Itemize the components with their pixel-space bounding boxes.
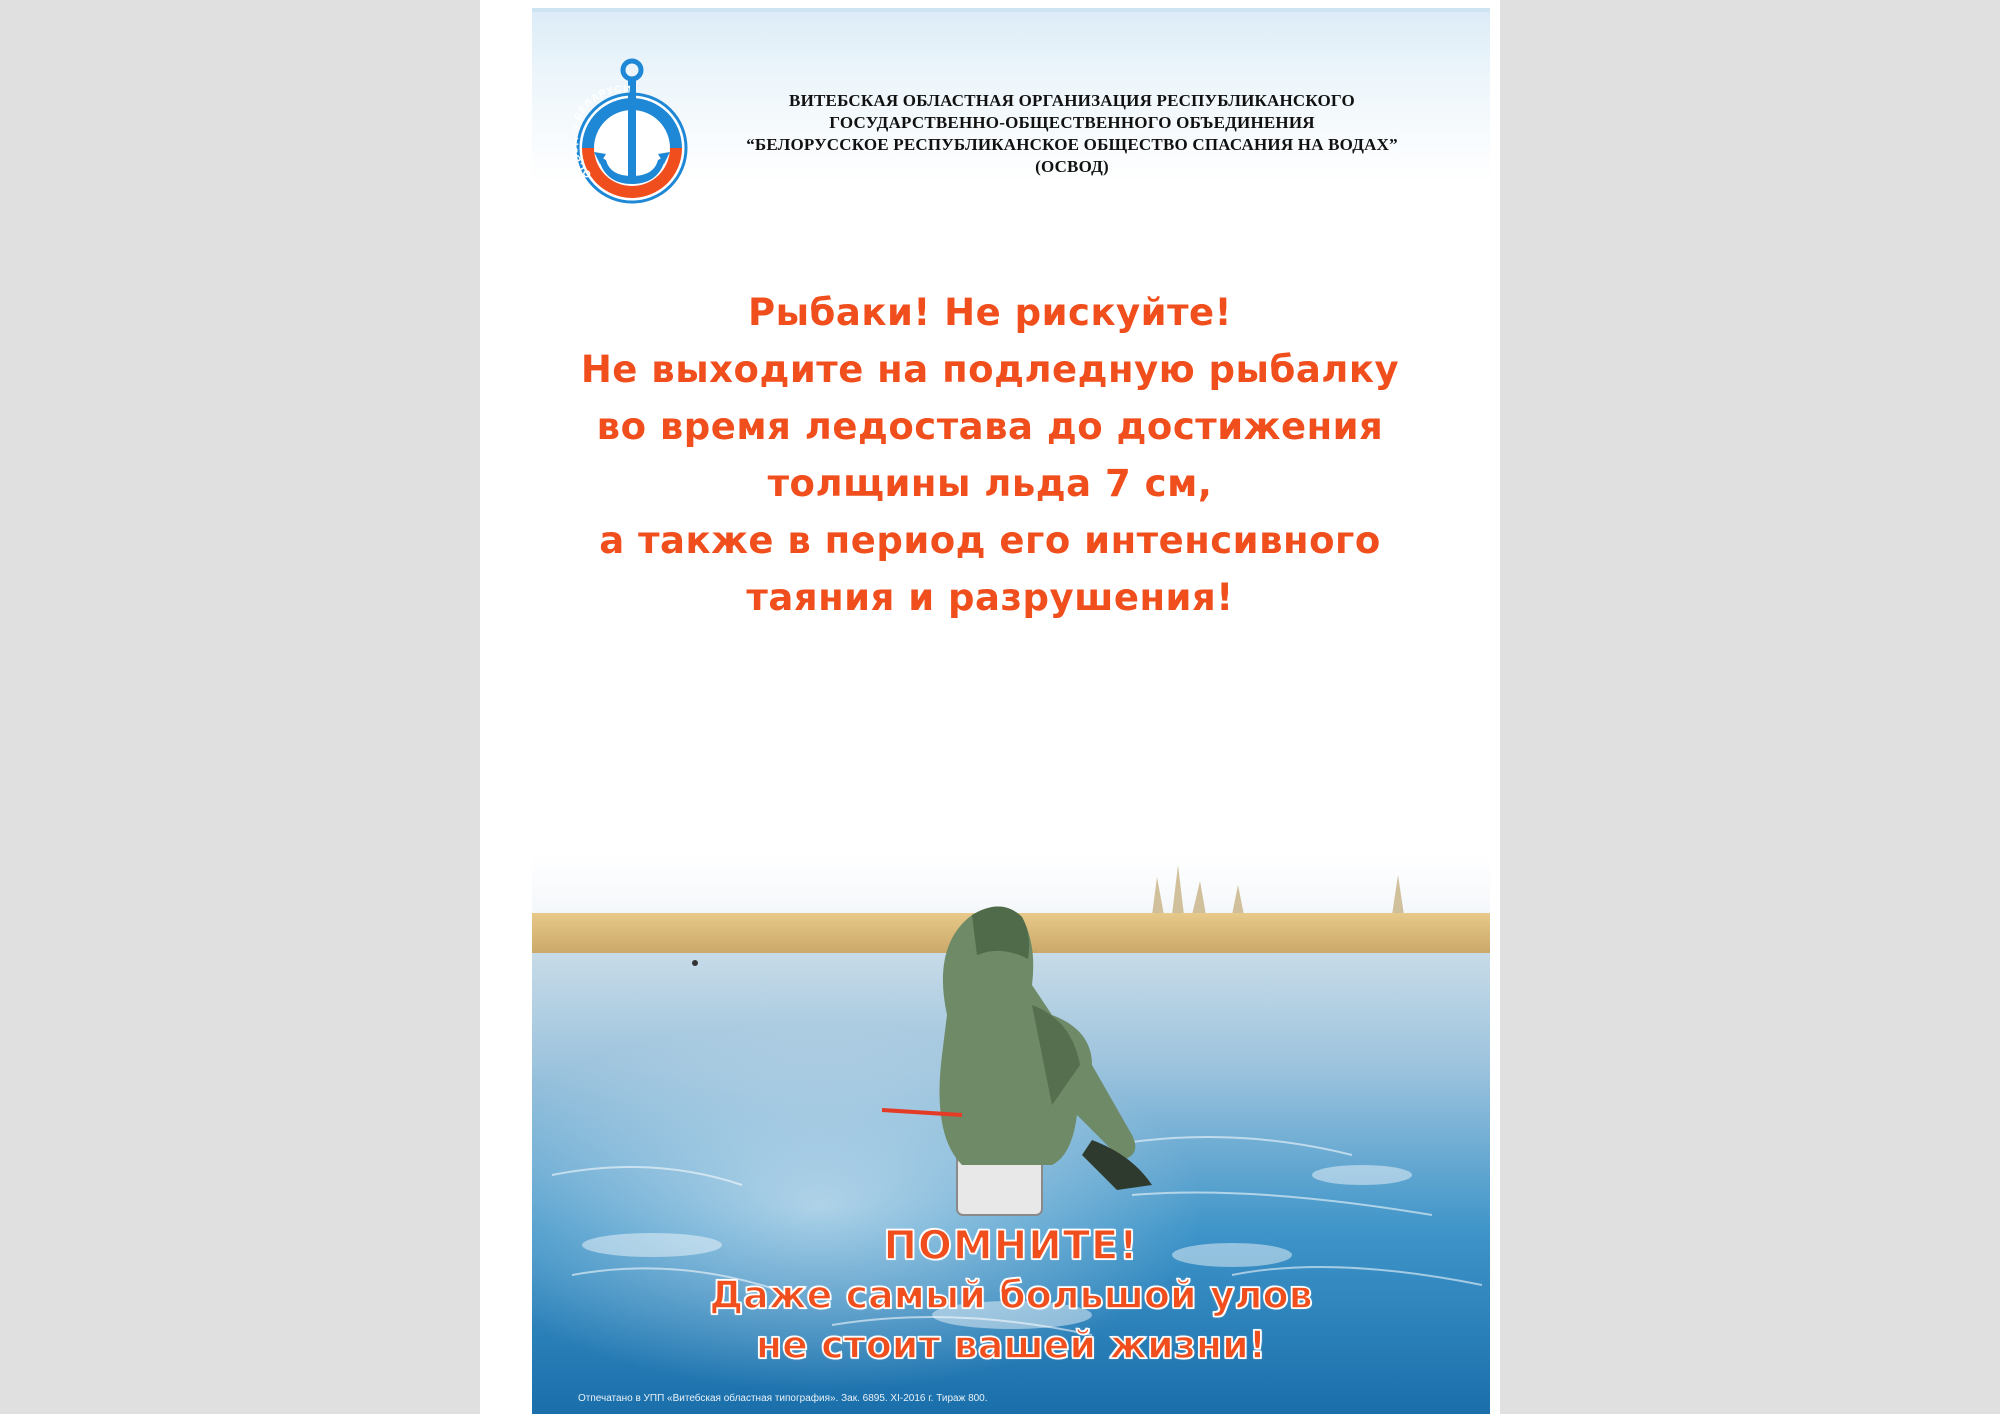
warning-line: толщины льда 7 см,	[767, 462, 1213, 505]
logo-ring-text: ОС ЕЛАРУСИ	[574, 84, 632, 180]
organization-line: ВИТЕБСКАЯ ОБЛАСТНАЯ ОРГАНИЗАЦИЯ РЕСПУБЛИКАНСКОГО	[789, 91, 1355, 110]
organization-line: ГОСУДАРСТВЕННО-ОБЩЕСТВЕННОГО ОБЪЕДИНЕНИЯ	[829, 113, 1315, 132]
reminder-line: не стоит вашей жизни!	[755, 1323, 1267, 1367]
anchor-icon	[574, 56, 690, 208]
warning-line: таяния и разрушения!	[746, 576, 1234, 619]
organization-header	[692, 90, 1452, 178]
osvod-logo	[574, 56, 690, 208]
reminder-block	[532, 1222, 1490, 1370]
organization-line: (ОСВОД)	[1035, 157, 1109, 176]
organization-line: “БЕЛОРУССКОЕ РЕСПУБЛИКАНСКОЕ ОБЩЕСТВО СПАСАНИЯ НА ВОДАХ”	[746, 135, 1398, 154]
reminder-line: Даже самый большой улов	[709, 1273, 1313, 1317]
warning-message	[510, 284, 1470, 626]
reminder-title: ПОМНИТЕ!	[883, 1223, 1139, 1269]
warning-line: Рыбаки! Не рискуйте!	[747, 291, 1233, 334]
poster-sheet	[480, 0, 1500, 1414]
print-imprint: Отпечатано в УПП «Витебская областная типография». Зак. 6895. XI-2016 г. Тираж 800.	[578, 1393, 988, 1404]
warning-line: во время ледостава до достижения	[596, 405, 1384, 448]
warning-line: а также в период его интенсивного	[599, 519, 1381, 562]
warning-line: Не выходите на подледную рыбалку	[580, 348, 1400, 391]
